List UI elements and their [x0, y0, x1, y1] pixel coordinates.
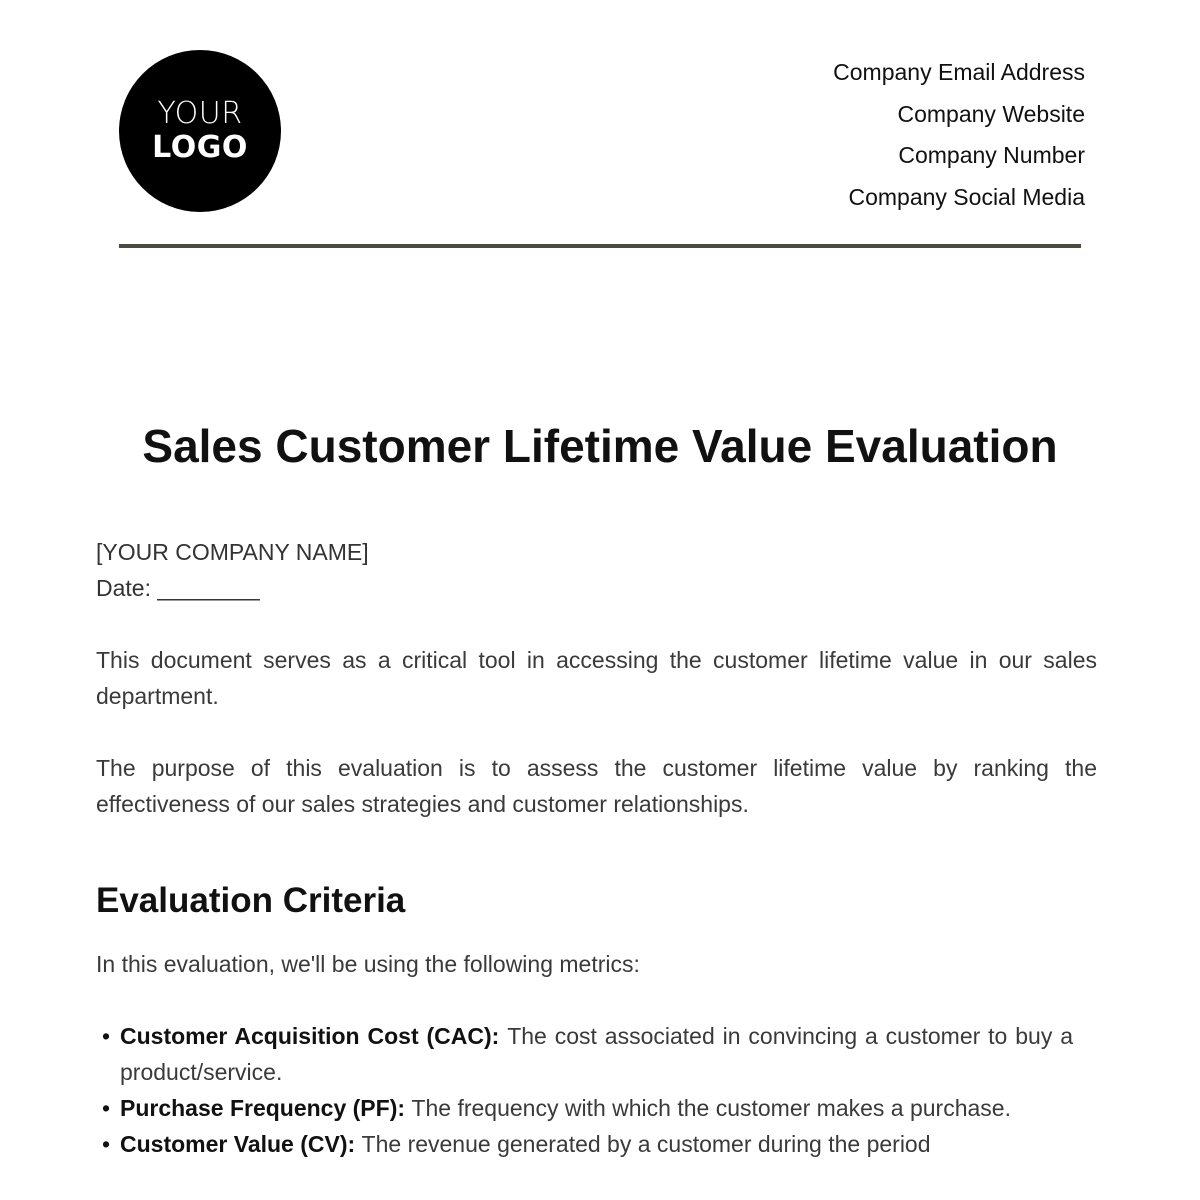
header-divider	[119, 244, 1081, 248]
bullet-icon: •	[102, 1023, 111, 1049]
logo-line-1: YOUR	[157, 96, 243, 131]
date-line: Date: ________	[96, 575, 260, 601]
metric-term: Purchase Frequency (PF):	[120, 1095, 412, 1121]
list-item	[96, 1090, 1073, 1126]
purpose-paragraph: The purpose of this evaluation is to assess the customer lifetime value by ranking the effectiveness of our sales strategies and customer relationships.	[96, 755, 1097, 817]
company-contact-block	[833, 52, 1085, 218]
company-number: Company Number	[898, 142, 1085, 168]
metric-description: The frequency with which the customer makes a purchase.	[411, 1095, 1011, 1121]
intro-paragraph: This document serves as a critical tool in accessing the customer lifetime value in our sales department.	[96, 647, 1097, 709]
section-heading: Evaluation Criteria	[96, 881, 406, 920]
section-intro: In this evaluation, we'll be using the following metrics:	[96, 951, 640, 977]
metric-term: Customer Value (CV):	[120, 1131, 362, 1157]
list-item	[96, 1126, 1073, 1162]
metric-term: Customer Acquisition Cost (CAC):	[120, 1023, 508, 1049]
logo-line-2: LOGO	[152, 130, 248, 165]
bullet-icon: •	[102, 1131, 111, 1157]
document-title: Sales Customer Lifetime Value Evaluation	[142, 420, 1058, 472]
company-logo	[119, 50, 281, 212]
company-social-media: Company Social Media	[848, 183, 1085, 210]
company-name-placeholder: [YOUR COMPANY NAME]	[96, 539, 369, 565]
company-website: Company Website	[897, 100, 1085, 127]
document-meta	[96, 534, 369, 606]
metric-description: The cost associated in convincing a customer to buy a product/service.	[120, 1023, 1073, 1085]
list-item	[96, 1018, 1073, 1090]
metrics-list	[96, 1018, 1073, 1162]
metric-description: The revenue generated by a customer during the period	[361, 1131, 931, 1157]
bullet-icon: •	[102, 1095, 111, 1121]
company-email: Company Email Address	[833, 59, 1085, 85]
